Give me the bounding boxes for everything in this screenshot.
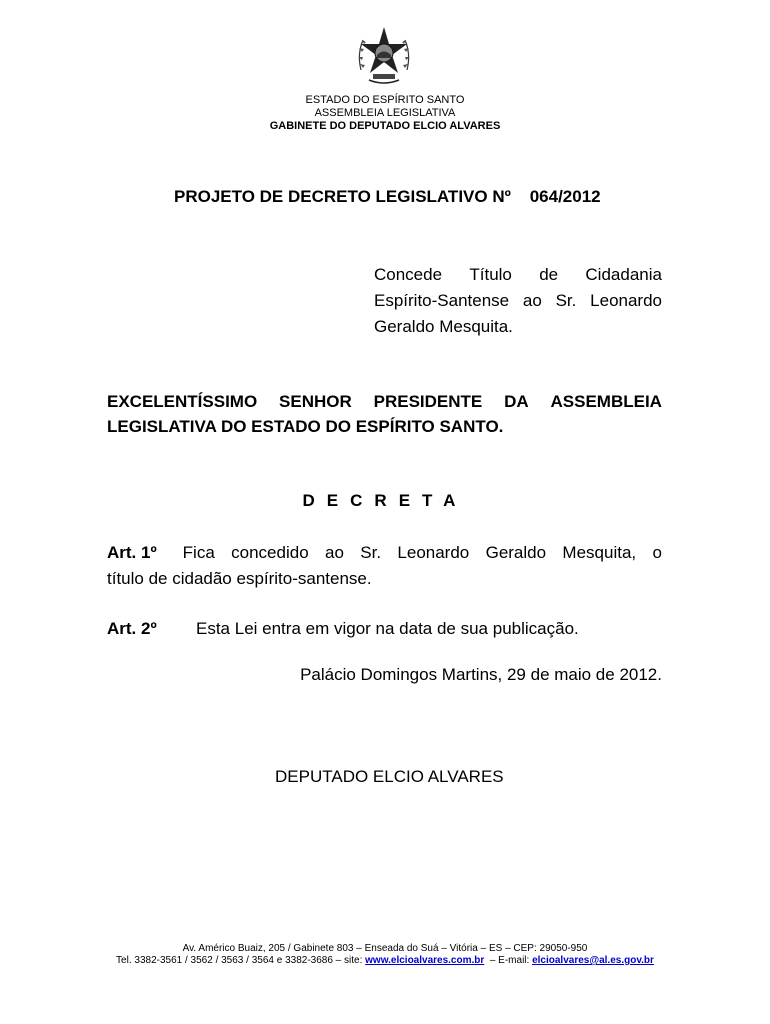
signature: DEPUTADO ELCIO ALVARES xyxy=(275,767,504,786)
article-1 xyxy=(107,540,662,592)
coat-of-arms-icon xyxy=(355,24,413,86)
salutation-line-1 xyxy=(107,389,662,414)
word: Sr. xyxy=(360,543,382,562)
word: EXCELENTÍSSIMO xyxy=(107,392,258,411)
salutation-line-2: LEGISLATIVA DO ESTADO DO ESPÍRITO SANTO. xyxy=(107,417,504,436)
decreta-heading: DECRETA xyxy=(302,491,468,510)
article-label: Art. 2º xyxy=(107,619,157,638)
footer-contact xyxy=(0,955,770,966)
document-title: PROJETO DE DECRETO LEGISLATIVO Nº 064/2012 xyxy=(174,187,601,206)
email-link[interactable]: elcioalvares@al.es.gov.br xyxy=(532,955,654,966)
word: ao xyxy=(522,291,542,310)
word: SENHOR xyxy=(279,392,352,411)
word: ao xyxy=(325,543,344,562)
word: Fica xyxy=(182,543,215,562)
article-1-line-2: título de cidadão espírito-santense. xyxy=(107,569,372,588)
word: Concede xyxy=(374,265,443,284)
word: Título xyxy=(469,265,512,284)
article-2-text: Esta Lei entra em vigor na data de sua publicação. xyxy=(196,619,579,638)
word: Mesquita, xyxy=(562,543,637,562)
article-1-line-1 xyxy=(107,540,662,566)
place-date: Palácio Domingos Martins, 29 de maio de 2012. xyxy=(300,665,662,684)
word: Leonardo xyxy=(590,291,662,310)
word: o xyxy=(652,543,662,562)
header-state: ESTADO DO ESPÍRITO SANTO xyxy=(305,94,465,106)
word: PRESIDENTE xyxy=(373,392,483,411)
footer-email-label: – E-mail: xyxy=(484,955,533,966)
word: ASSEMBLEIA xyxy=(550,392,662,411)
footer-phone: Tel. 3382-3561 / 3562 / 3563 / 3564 e 3382-3686 – site: xyxy=(116,955,366,966)
word: de xyxy=(539,265,559,284)
header-assembly: ASSEMBLEIA LEGISLATIVA xyxy=(314,107,456,119)
word: DA xyxy=(504,392,529,411)
ementa xyxy=(374,262,662,340)
article-2 xyxy=(107,616,662,642)
word: concedido xyxy=(231,543,309,562)
word: Espírito-Santense xyxy=(374,291,510,310)
article-1-label xyxy=(107,540,215,566)
word: Cidadania xyxy=(585,265,662,284)
word: Sr. xyxy=(555,291,577,310)
ementa-line-3: Geraldo Mesquita. xyxy=(374,317,513,336)
footer-address: Av. Américo Buaiz, 205 / Gabinete 803 – Enseada do Suá – Vitória – ES – CEP: 29050-950 xyxy=(182,943,588,954)
ementa-line-1 xyxy=(374,262,662,288)
header-office: GABINETE DO DEPUTADO ELCIO ALVARES xyxy=(269,120,501,132)
website-link[interactable]: www.elcioalvares.com.br xyxy=(365,955,485,966)
article-label: Art. 1º xyxy=(107,543,157,562)
salutation xyxy=(107,389,662,439)
word: Geraldo xyxy=(485,543,547,562)
word: Leonardo xyxy=(397,543,470,562)
ementa-line-2 xyxy=(374,288,662,314)
